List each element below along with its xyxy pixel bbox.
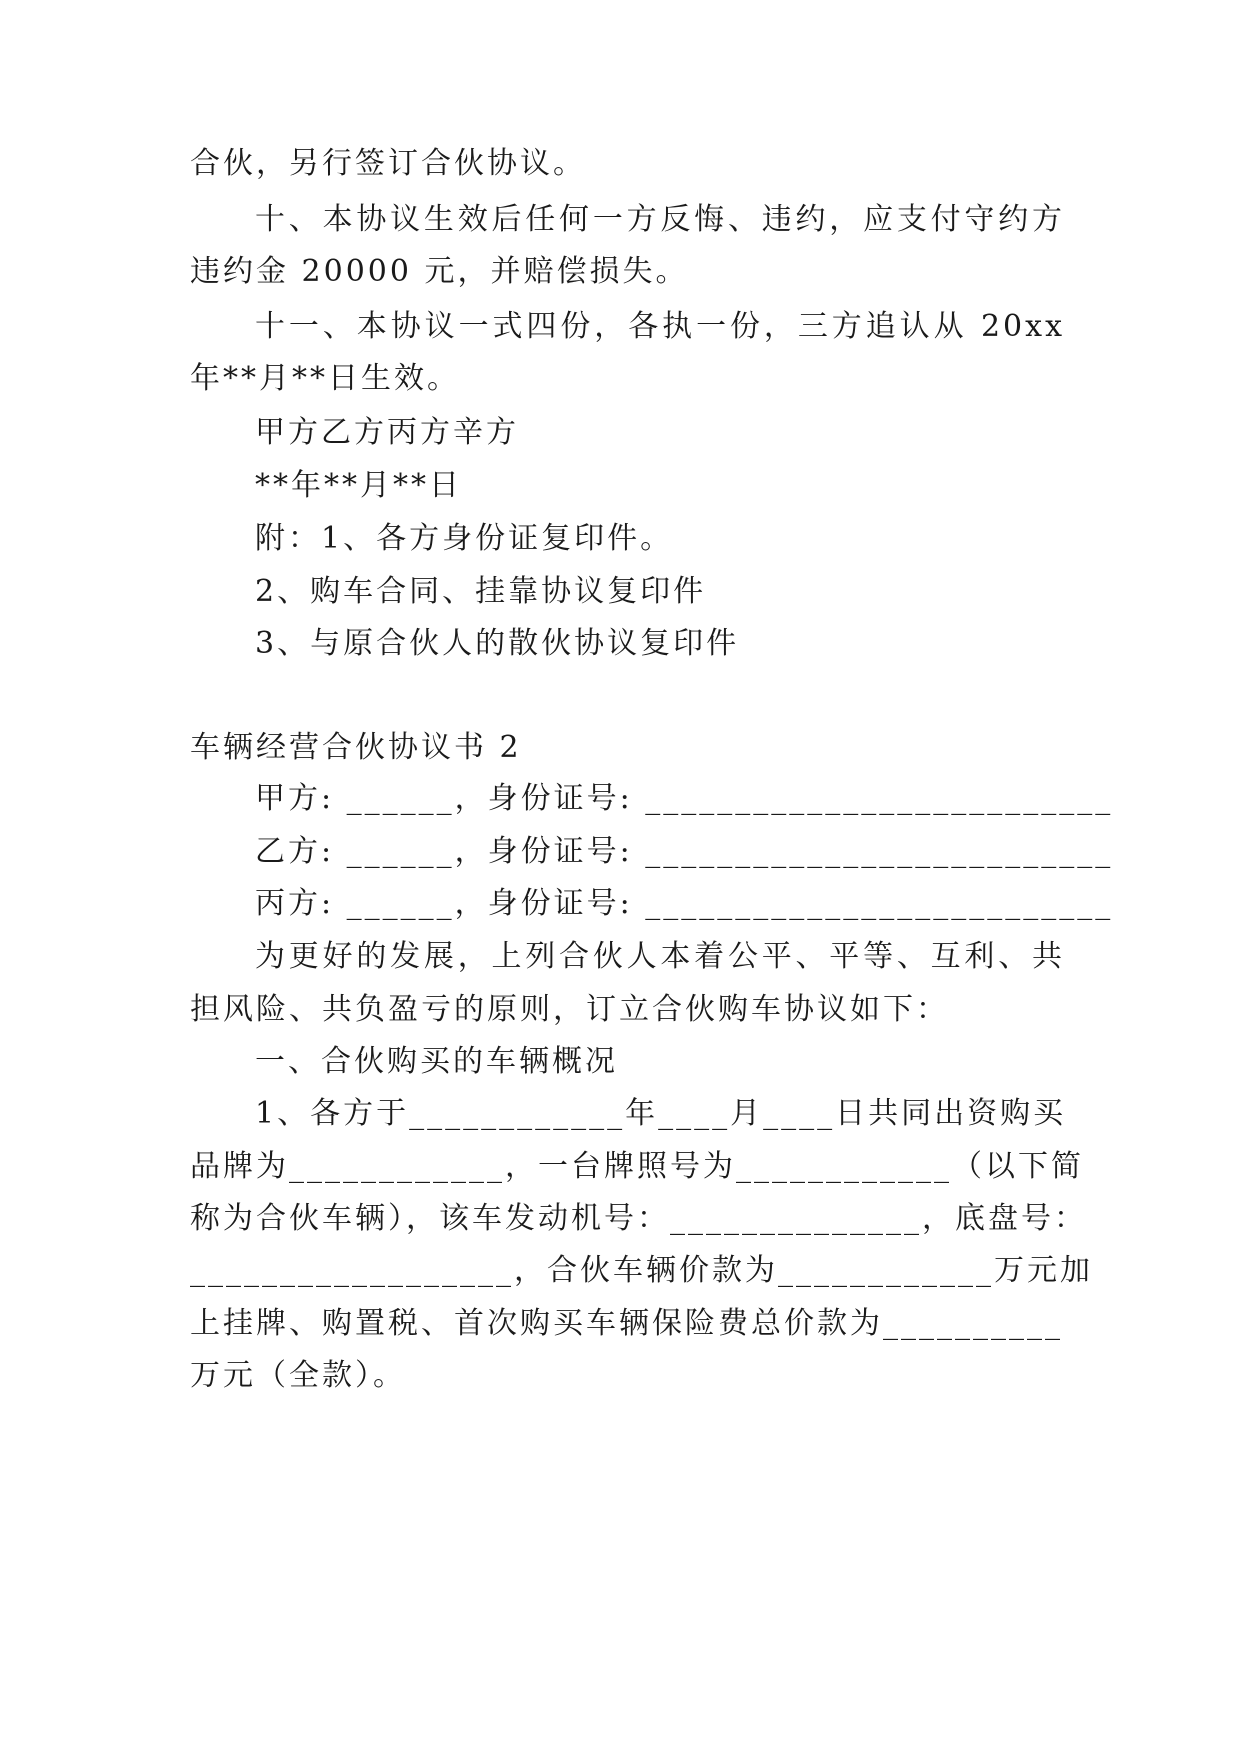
party-c-line: 丙方: ______，身份证号: __________________________ — [255, 886, 1114, 921]
item-1-line-2: 品牌为____________，一台牌照号为____________（以下简 — [190, 1149, 1084, 1184]
preamble-line-2: 担风险、共负盈亏的原则，订立合伙购车协议如下： — [190, 992, 949, 1027]
signatories-line: 甲方乙方丙方辛方 — [255, 415, 519, 450]
clause-10-line-1: 十、本协议生效后任何一方反悔、违约，应支付守约方 — [255, 202, 1065, 237]
document-title: 车辆经营合伙协议书 2 — [190, 730, 522, 765]
item-1-line-5: 上挂牌、购置税、首次购买车辆保险费总价款为__________ — [190, 1306, 1063, 1341]
attachment-2: 2、购车合同、挂靠协议复印件 — [255, 574, 707, 609]
clause-10-line-2: 违约金 20000 元，并赔偿损失。 — [190, 254, 689, 289]
item-1-line-3: 称为合伙车辆），该车发动机号：______________，底盘号： — [190, 1201, 1087, 1236]
paragraph-line: 合伙，另行签订合伙协议。 — [190, 146, 586, 181]
party-b-line: 乙方: ______，身份证号: __________________________ — [255, 834, 1114, 869]
attachment-1: 附：1、各方身份证复印件。 — [255, 521, 674, 556]
section-1-heading: 一、合伙购买的车辆概况 — [255, 1044, 618, 1079]
item-1-line-6: 万元（全款）。 — [190, 1358, 406, 1393]
date-line: **年**月**日 — [255, 468, 462, 503]
item-1-line-4: __________________，合伙车辆价款为____________万元加 — [190, 1253, 1093, 1288]
clause-11-line-2: 年**月**日生效。 — [190, 361, 460, 396]
preamble-line-1: 为更好的发展，上列合伙人本着公平、平等、互利、共 — [255, 939, 1065, 974]
party-a-line: 甲方: ______，身份证号: __________________________ — [255, 781, 1114, 816]
attachment-3: 3、与原合伙人的散伙协议复印件 — [255, 626, 740, 661]
item-1-line-1: 1、各方于____________年____月____日共同出资购买 — [255, 1096, 1067, 1131]
clause-11-line-1: 十一、本协议一式四份，各执一份，三方追认从 20xx — [255, 309, 1065, 344]
